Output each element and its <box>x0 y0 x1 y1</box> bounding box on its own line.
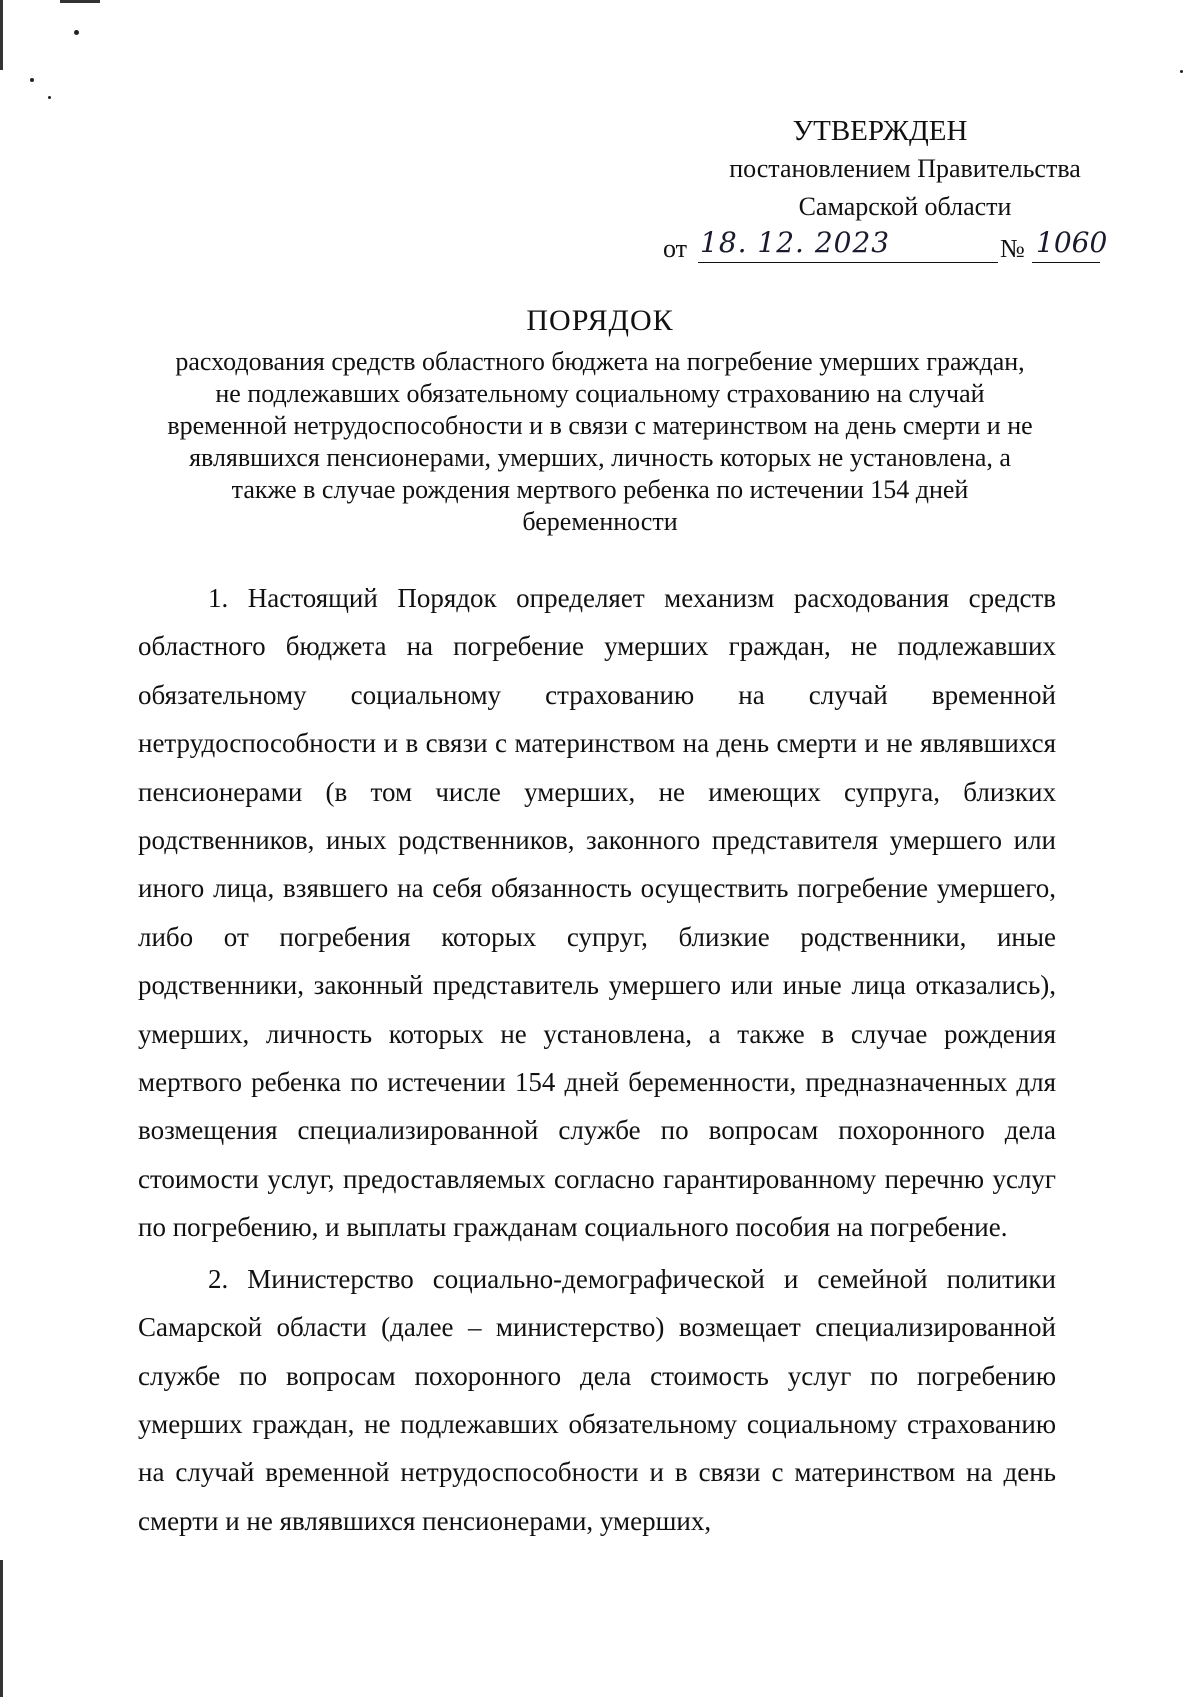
date-underline <box>698 226 998 263</box>
scan-speck <box>74 30 79 35</box>
handwritten-number: 1060 <box>1036 226 1108 259</box>
scan-edge-mark <box>60 0 100 3</box>
document-title: ПОРЯДОК <box>526 304 674 337</box>
scan-speck <box>1180 70 1183 73</box>
date-prefix: от <box>663 234 688 263</box>
approval-date-row <box>600 228 1140 272</box>
scan-speck <box>48 96 51 99</box>
scan-edge-mark <box>0 0 3 70</box>
scan-speck <box>30 78 34 82</box>
number-label: № <box>1000 234 1025 263</box>
handwritten-date: 18. 12. 2023 <box>700 226 891 259</box>
approval-line-1: постановлением Правительства <box>729 154 1081 183</box>
paragraph-2: 2. Министерство социально-демографической и семейной политики Самарской области (далее – министерство) возмещает специализированной службе по вопросам похоронного дела стоимость услуг по погребению умерших граждан, не подлежавших обязательному социальному страхованию на случай временной нетрудоспособности и в связи с материнством на день смерти и не являвшихся пенсионерами, умерших, <box>138 1263 1056 1536</box>
approval-block <box>600 112 1140 272</box>
paragraph-1: 1. Настоящий Порядок определяет механизм расходования средств областного бюджета на погребение умерших граждан, не подлежавших обязательному социальному страхованию на случай временной нетрудоспособности и в связи с материнством на день смерти и не являвшихся пенсионерами (в том числе умерших, не имеющих супруга, близких родственников, иных родственников, законного представителя умершего или иного лица, взявшего на себя обязанность осуществить погребение умершего, либо от погребения которых супруг, близкие родственники, иные родственники, законный представитель умершего или иные лица отказались), умерших, личность которых не установлена, а также в случае рождения мертвого ребенка по истечении 154 дней беременности, предназначенных для возмещения специализированной службе по вопросам похоронного дела стоимости услуг, предоставляемых согласно гарантированному перечню услуг по погребению, и выплаты гражданам социального пособия на погребение. <box>138 583 1056 1243</box>
document-subtitle: расходования средств областного бюджета на погребение умерших граждан, не подлежавших обязательному социальному страхованию на случай временной нетрудоспособности и в связи с материнством на день смерти и не являвшихся пенсионерами, умерших, личность которых не установлена, а также в случае рождения мертвого ребенка по истечении 154 дней беременности <box>167 347 1033 536</box>
scan-edge-mark <box>0 1560 3 1697</box>
number-underline <box>1032 226 1108 263</box>
document-body <box>138 574 1056 1548</box>
approval-line-2: Самарской области <box>798 192 1012 221</box>
approval-title: УТВЕРЖДЕН <box>792 115 968 147</box>
